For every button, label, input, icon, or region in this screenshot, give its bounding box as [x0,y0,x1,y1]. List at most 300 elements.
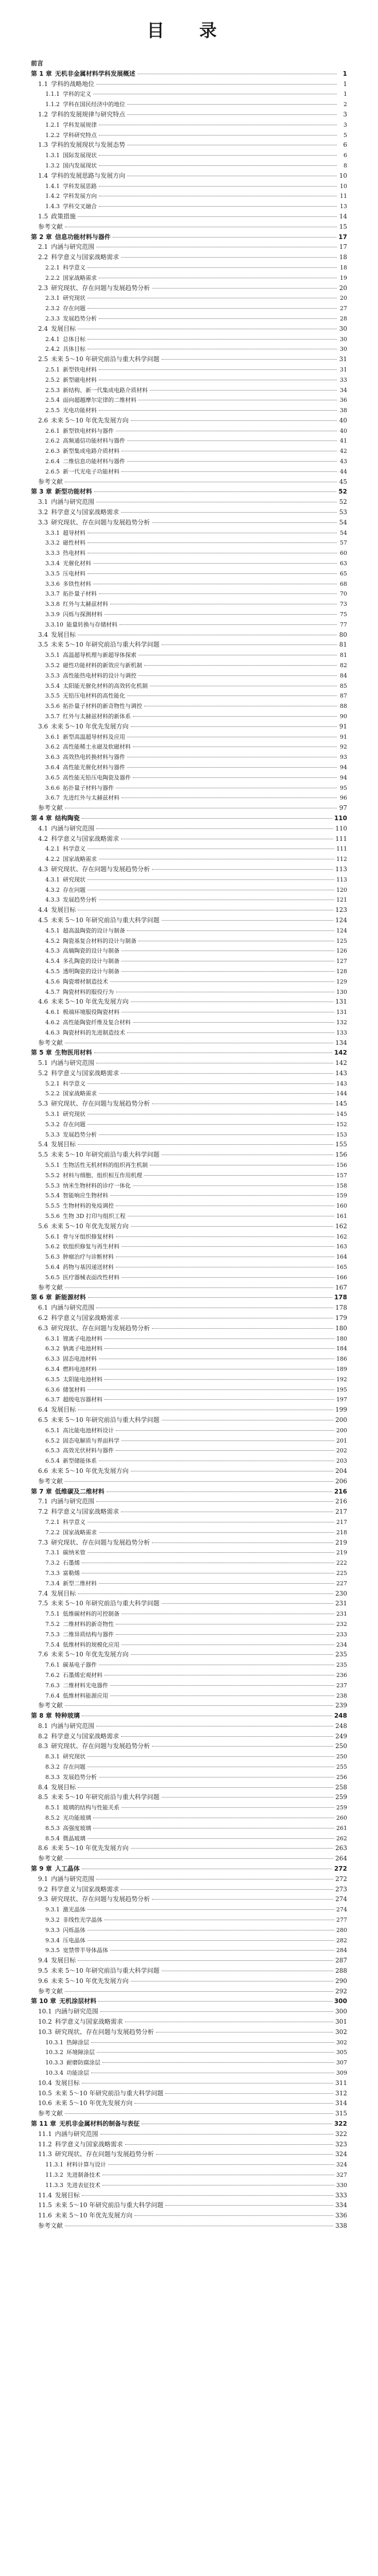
toc-entry-number: 11.3.3 [45,2181,63,2189]
toc-entry[interactable] [31,1507,347,1517]
toc-entry-page-number: 199 [335,1406,347,1414]
toc-entry[interactable] [31,1885,347,1895]
toc-entry-label: 光催化材料 [63,560,91,567]
toc-entry[interactable] [31,701,347,711]
toc-entry[interactable] [31,518,347,528]
toc-entry-label: 低维碳及二维材料 [55,1487,105,1495]
toc-entry[interactable] [31,1834,347,1844]
dot-leader [121,257,337,258]
toc-entry-number: 1.1.1 [45,91,60,98]
toc-entry[interactable] [31,691,347,701]
toc-entry[interactable] [31,1405,347,1415]
dot-leader [131,1654,333,1655]
toc-entry[interactable] [31,1813,347,1823]
toc-entry[interactable] [31,1354,347,1364]
toc-entry[interactable] [31,110,347,120]
toc-entry-number: 第 3 章 [31,488,52,496]
toc-entry-page-number: 20 [340,295,347,302]
toc-entry[interactable] [31,1538,347,1548]
toc-entry[interactable] [31,405,347,416]
toc-entry[interactable] [31,885,347,895]
toc-entry[interactable] [31,2200,347,2211]
toc-entry[interactable] [31,793,347,803]
toc-entry-label: 信息功能材料与器件 [55,233,111,241]
toc-entry-number: 6.5 [38,1416,48,1423]
toc-entry[interactable] [31,59,347,69]
toc-entry[interactable] [31,1925,347,1936]
toc-entry[interactable] [31,212,347,222]
toc-entry[interactable] [31,1711,347,1721]
toc-entry[interactable] [31,69,347,79]
toc-entry-page-number: 277 [336,1917,347,1924]
toc-entry-page-number: 338 [335,2222,347,2229]
toc-entry[interactable] [31,1089,347,1099]
toc-entry[interactable] [31,252,347,263]
toc-entry-number: 10.3.1 [45,2039,63,2046]
toc-entry[interactable] [31,1232,347,1242]
toc-entry[interactable] [31,569,347,579]
toc-entry[interactable] [31,1568,347,1579]
toc-entry-page-number: 302 [336,2039,347,2046]
toc-entry[interactable] [31,1966,347,1976]
toc-entry[interactable] [31,2007,347,2017]
toc-entry[interactable] [31,1160,347,1171]
toc-entry[interactable] [31,752,347,762]
toc-entry[interactable] [31,89,347,99]
toc-entry[interactable] [31,1548,347,1558]
toc-entry-label: 前言 [31,60,44,67]
toc-entry[interactable] [31,446,347,456]
toc-entry-number: 7.3.3 [45,1569,60,1577]
toc-entry[interactable] [31,467,347,477]
toc-entry[interactable] [31,1558,347,1568]
toc-entry[interactable] [31,1497,347,1507]
toc-entry-number: 第 10 章 [31,1997,57,2005]
toc-entry-label: 发展目标 [51,1589,76,1597]
toc-entry-page-number: 158 [336,1182,347,1189]
toc-entry[interactable] [31,854,347,865]
toc-entry[interactable] [31,1283,347,1293]
toc-entry[interactable] [31,1446,347,1456]
toc-entry-number: 4.2.2 [45,856,60,863]
toc-entry[interactable] [31,558,347,569]
toc-entry[interactable] [31,783,347,793]
toc-entry-page-number: 236 [336,1671,347,1679]
toc-entry-number: 7.4 [38,1589,48,1597]
toc-entry[interactable] [31,967,347,977]
toc-entry[interactable] [31,2170,347,2180]
toc-entry-label: 磁性材料 [63,539,85,547]
toc-entry[interactable] [31,1364,347,1375]
toc-entry[interactable] [31,1640,347,1650]
toc-entry-label: 科学意义与国家战略需求 [55,2018,123,2025]
toc-entry[interactable] [31,242,347,252]
toc-entry[interactable] [31,1976,347,1987]
toc-entry[interactable] [31,834,347,844]
toc-entry[interactable] [31,1701,347,1711]
toc-entry[interactable] [31,1171,347,1181]
toc-entry-number: 第 9 章 [31,1865,52,1873]
toc-entry-number: 11.6 [38,2212,52,2219]
toc-entry-number: 6.3.3 [45,1355,60,1363]
toc-entry[interactable] [31,1375,347,1385]
toc-entry-page-number: 132 [336,1019,347,1026]
toc-entry-number: 9.3.1 [45,1906,60,1913]
toc-entry[interactable] [31,2221,347,2231]
toc-entry[interactable] [31,1630,347,1640]
toc-entry[interactable] [31,1334,347,1344]
toc-entry[interactable] [31,79,347,90]
toc-entry-page-number: 121 [336,896,347,904]
toc-entry[interactable] [31,1579,347,1589]
toc-entry[interactable] [31,191,347,201]
toc-entry[interactable] [31,181,347,192]
toc-entry-label: 碳基电子器件 [63,1662,97,1669]
toc-entry[interactable] [31,150,347,161]
toc-entry-page-number: 324 [336,2161,347,2168]
toc-entry[interactable] [31,987,347,997]
dot-leader [116,1450,334,1451]
toc-entry[interactable] [31,1936,347,1946]
toc-entry[interactable] [31,1864,347,1874]
toc-entry[interactable] [31,2160,347,2170]
toc-entry-label: 骨与牙组织修复材料 [63,1233,114,1240]
toc-entry[interactable] [31,773,347,783]
toc-entry[interactable] [31,1752,347,1762]
toc-entry-number: 7.2.2 [45,1529,60,1536]
toc-entry[interactable] [31,1109,347,1120]
toc-entry[interactable] [31,2068,347,2078]
dot-leader [122,1246,334,1247]
toc-entry-number: 第 8 章 [31,1712,52,1720]
toc-entry[interactable] [31,1681,347,1691]
dot-leader [122,1440,334,1441]
toc-entry-page-number: 219 [335,1538,347,1546]
toc-entry-page-number: 88 [340,703,347,710]
toc-entry[interactable] [31,732,347,742]
toc-entry[interactable] [31,609,347,620]
toc-entry[interactable] [31,722,347,732]
toc-entry[interactable] [31,1854,347,1864]
dot-leader [88,308,337,309]
toc-entry[interactable] [31,1273,347,1283]
toc-entry-page-number: 80 [339,631,347,638]
toc-entry[interactable] [31,314,347,324]
toc-entry[interactable] [31,1018,347,1028]
toc-entry[interactable] [31,1150,347,1160]
toc-entry[interactable] [31,171,347,181]
toc-entry[interactable] [31,1987,347,1997]
toc-entry[interactable] [31,946,347,956]
toc-entry-label: 闪烁与探测材料 [63,611,102,618]
toc-entry[interactable] [31,1721,347,1732]
toc-entry[interactable] [31,977,347,987]
toc-entry[interactable] [31,875,347,885]
toc-entry[interactable] [31,2047,347,2058]
toc-entry[interactable] [31,2119,347,2129]
toc-entry[interactable] [31,1762,347,1772]
toc-entry-label: 拓扑量子材料 [63,590,97,598]
toc-entry[interactable] [31,385,347,396]
toc-entry[interactable] [31,803,347,814]
toc-entry[interactable] [31,1945,347,1956]
toc-entry[interactable] [31,844,347,854]
toc-entry[interactable] [31,161,347,171]
toc-entry[interactable] [31,99,347,110]
toc-entry[interactable] [31,477,347,487]
toc-entry-page-number: 65 [340,570,347,577]
toc-entry[interactable] [31,324,347,334]
toc-entry[interactable] [31,1099,347,1109]
toc-entry-number: 1.5 [38,212,48,220]
toc-entry[interactable] [31,1874,347,1885]
toc-entry[interactable] [31,201,347,212]
toc-entry[interactable] [31,599,347,609]
toc-entry[interactable] [31,1048,347,1058]
toc-entry[interactable] [31,1058,347,1069]
toc-entry-page-number: 30 [339,325,347,332]
toc-entry-label: 软组织修复与再生材料 [63,1243,119,1250]
toc-entry[interactable] [31,1324,347,1334]
toc-entry[interactable] [31,416,347,426]
toc-entry[interactable] [31,1211,347,1222]
toc-entry[interactable] [31,956,347,967]
toc-entry-label: 研究现状、存在问题与发展趋势分析 [55,2150,154,2158]
toc-entry[interactable] [31,1140,347,1150]
toc-entry-label: 高性能光催化材料与器件 [63,764,125,771]
toc-entry-number: 5.6.3 [45,1253,60,1261]
toc-entry[interactable] [31,273,347,283]
toc-entry-page-number: 36 [340,397,347,404]
toc-entry[interactable] [31,2180,347,2191]
toc-entry[interactable] [31,936,347,946]
toc-entry[interactable] [31,1650,347,1660]
toc-entry-page-number: 256 [336,1773,347,1781]
toc-entry[interactable] [31,926,347,936]
toc-entry[interactable] [31,538,347,548]
toc-entry[interactable] [31,1007,347,1018]
toc-entry-number: 1.4.3 [45,203,60,210]
toc-entry[interactable] [31,1079,347,1089]
toc-entry-label: 医疗器械表面改性材料 [63,1274,119,1281]
dot-leader [127,767,337,768]
toc-entry[interactable] [31,2191,347,2201]
toc-entry[interactable] [31,507,347,518]
toc-entry[interactable] [31,681,347,691]
toc-entry[interactable] [31,1956,347,1966]
toc-entry[interactable] [31,1732,347,1742]
toc-entry-page-number: 94 [340,774,347,781]
toc-entry[interactable] [31,1783,347,1793]
toc-entry[interactable] [31,140,347,150]
toc-entry[interactable] [31,1660,347,1670]
toc-entry[interactable] [31,630,347,640]
toc-entry[interactable] [31,2058,347,2068]
toc-entry-page-number: 259 [336,1804,347,1811]
toc-entry-label: 微晶玻璃 [63,1835,85,1842]
toc-entry[interactable] [31,1415,347,1426]
toc-entry-number: 10.3.3 [45,2059,63,2066]
toc-entry[interactable] [31,1222,347,1232]
toc-entry[interactable] [31,589,347,599]
toc-entry[interactable] [31,1191,347,1201]
toc-entry-label: 激光晶体 [63,1906,85,1913]
toc-entry[interactable] [31,1038,347,1048]
toc-entry[interactable] [31,1599,347,1609]
toc-entry[interactable] [31,344,347,354]
toc-entry[interactable] [31,671,347,681]
toc-entry-label: 参考文献 [38,2110,63,2117]
toc-entry[interactable] [31,650,347,660]
toc-entry[interactable] [31,1252,347,1262]
toc-entry[interactable] [31,742,347,752]
toc-entry[interactable] [31,1385,347,1395]
toc-entry[interactable] [31,865,347,875]
toc-entry[interactable] [31,293,347,303]
toc-entry[interactable] [31,120,347,130]
toc-entry-page-number: 129 [336,978,347,985]
toc-entry[interactable] [31,2098,347,2109]
toc-entry[interactable] [31,620,347,630]
toc-entry[interactable] [31,375,347,385]
toc-entry-label: 未来 5～10 年优先发展方向 [51,1467,129,1475]
toc-entry-number: 6.1 [38,1304,48,1312]
toc-entry[interactable] [31,283,347,294]
toc-entry[interactable] [31,895,347,905]
toc-entry[interactable] [31,2017,347,2027]
toc-entry-number: 5.5.3 [45,1182,60,1189]
toc-entry[interactable] [31,1028,347,1038]
toc-entry[interactable] [31,916,347,926]
toc-entry-page-number: 6 [343,152,347,159]
toc-entry[interactable] [31,436,347,446]
toc-entry[interactable] [31,487,347,497]
toc-entry-page-number: 238 [336,1692,347,1699]
toc-entry[interactable] [31,1395,347,1405]
toc-entry[interactable] [31,1344,347,1354]
toc-entry[interactable] [31,660,347,671]
toc-entry[interactable] [31,1242,347,1252]
toc-entry-page-number: 145 [335,1100,347,1108]
toc-entry[interactable] [31,2027,347,2038]
toc-entry-label: 国家战略需求 [63,856,97,863]
toc-entry[interactable] [31,365,347,375]
toc-entry[interactable] [31,1803,347,1813]
toc-entry[interactable] [31,1069,347,1079]
toc-entry[interactable] [31,997,347,1007]
toc-entry[interactable] [31,2078,347,2089]
toc-entry[interactable] [31,1303,347,1313]
toc-entry[interactable] [31,395,347,405]
toc-entry-page-number: 230 [335,1589,347,1597]
toc-entry[interactable] [31,130,347,141]
toc-entry[interactable] [31,1609,347,1619]
toc-entry[interactable] [31,2038,347,2048]
toc-entry[interactable] [31,354,347,365]
toc-entry[interactable] [31,426,347,436]
toc-entry[interactable] [31,1120,347,1130]
toc-entry[interactable] [31,1262,347,1273]
toc-entry[interactable] [31,1843,347,1854]
toc-entry[interactable] [31,1619,347,1630]
toc-entry-page-number: 131 [335,998,347,1006]
toc-entry[interactable] [31,1792,347,1803]
toc-entry[interactable] [31,905,347,916]
toc-entry[interactable] [31,222,347,232]
toc-entry[interactable] [31,1589,347,1599]
toc-entry[interactable] [31,334,347,345]
toc-entry-number: 3.3.8 [45,601,60,608]
toc-entry[interactable] [31,1894,347,1905]
toc-entry-label: 闪烁晶体 [63,1926,85,1934]
toc-entry-page-number: 155 [335,1141,347,1148]
toc-entry[interactable] [31,2140,347,2150]
toc-entry[interactable] [31,1456,347,1466]
toc-entry-page-number: 235 [335,1651,347,1658]
toc-entry[interactable] [31,528,347,538]
toc-entry[interactable] [31,2129,347,2140]
toc-entry[interactable] [31,1436,347,1446]
toc-entry[interactable] [31,2149,347,2160]
toc-entry[interactable] [31,232,347,243]
toc-entry[interactable] [31,1130,347,1140]
toc-entry[interactable] [31,824,347,834]
toc-entry[interactable] [31,1996,347,2007]
toc-entry[interactable] [31,2089,347,2099]
toc-entry[interactable] [31,640,347,650]
toc-entry[interactable] [31,1181,347,1191]
toc-entry-page-number: 222 [336,1560,347,1567]
toc-entry-label: 面向超越摩尔定律的二维材料 [63,397,136,404]
toc-entry[interactable] [31,2211,347,2221]
toc-entry[interactable] [31,1905,347,1915]
toc-entry[interactable] [31,497,347,507]
toc-entry[interactable] [31,1691,347,1701]
toc-entry[interactable] [31,1915,347,1925]
toc-entry[interactable] [31,2109,347,2119]
toc-entry[interactable] [31,1823,347,1834]
toc-entry[interactable] [31,1670,347,1681]
toc-entry-label: 参考文献 [38,804,63,812]
toc-entry[interactable] [31,762,347,773]
toc-entry-label: 热电材料 [63,550,85,557]
toc-entry[interactable] [31,579,347,589]
toc-entry-label: 新型二维材料 [63,1580,97,1587]
toc-entry[interactable] [31,1528,347,1538]
toc-entry[interactable] [31,1517,347,1528]
toc-entry[interactable] [31,456,347,467]
toc-entry[interactable] [31,1477,347,1487]
toc-entry-label: 国家战略需求 [63,274,97,281]
toc-entry[interactable] [31,711,347,722]
toc-entry[interactable] [31,263,347,273]
dot-leader [150,390,337,391]
toc-entry[interactable] [31,1426,347,1436]
toc-entry[interactable] [31,1466,347,1477]
toc-entry[interactable] [31,1293,347,1303]
toc-entry-label: 材料计算与设计 [66,2161,106,2168]
toc-entry[interactable] [31,1772,347,1783]
toc-entry[interactable] [31,814,347,824]
toc-entry[interactable] [31,303,347,314]
toc-entry-label: 药物与基因递送材料 [63,1264,114,1271]
toc-entry[interactable] [31,548,347,558]
toc-entry[interactable] [31,1313,347,1324]
toc-entry[interactable] [31,1487,347,1497]
toc-entry-number: 5.6 [38,1222,48,1230]
toc-entry[interactable] [31,1201,347,1211]
toc-entry[interactable] [31,1741,347,1752]
